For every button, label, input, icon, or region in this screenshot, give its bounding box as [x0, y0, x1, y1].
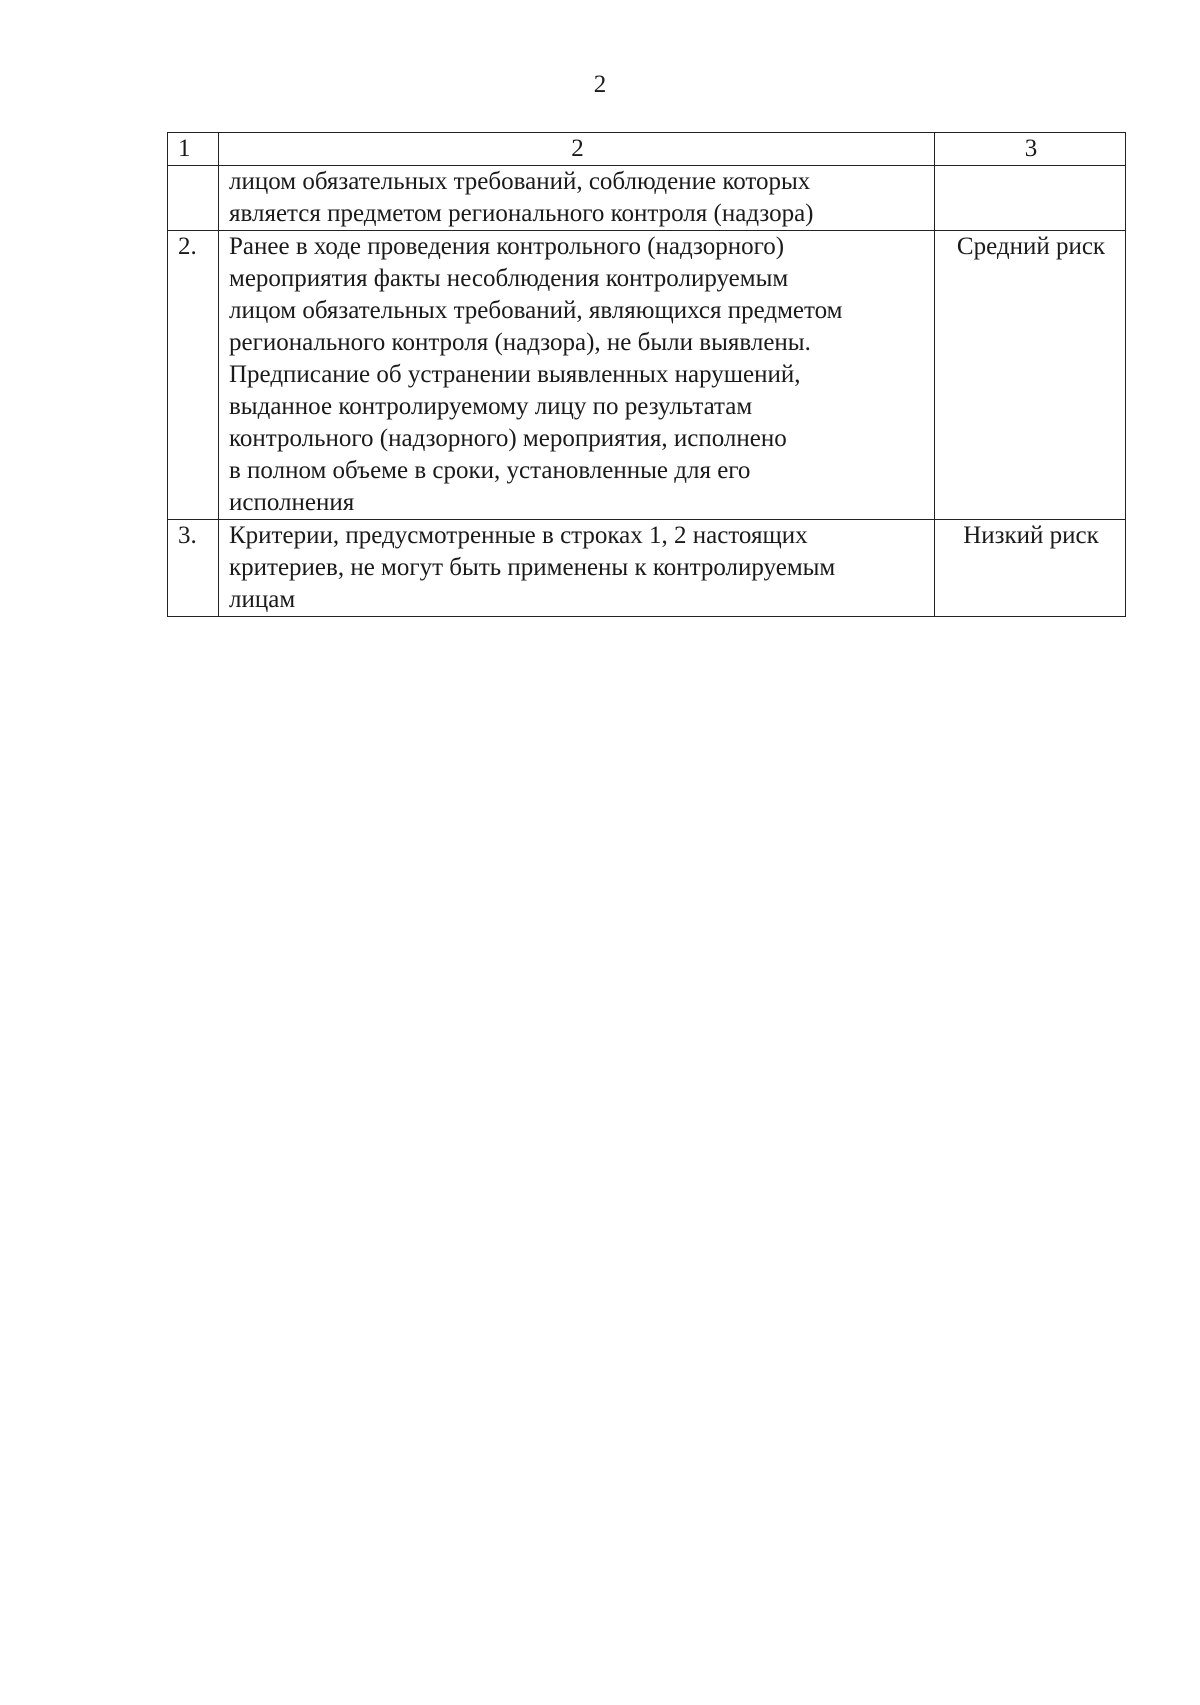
criterion-line: в полном объеме в сроки, установленные для его	[229, 457, 751, 484]
criterion-line: лицом обязательных требований, являющихся предметом	[229, 297, 843, 324]
risk-category: Низкий риск	[935, 520, 1126, 617]
column-header-2: 2	[219, 133, 935, 166]
row-number: 3.	[168, 520, 219, 617]
criterion-line: мероприятия факты несоблюдения контролируемым	[229, 265, 789, 292]
table-header-row	[168, 133, 1126, 166]
criteria-table	[167, 132, 1126, 617]
criterion-line: контрольного (надзорного) мероприятия, исполнено	[229, 425, 787, 452]
criterion-text	[219, 231, 935, 520]
row-number: 2.	[168, 231, 219, 520]
criterion-text	[219, 520, 935, 617]
table-row	[168, 520, 1126, 617]
criterion-line: лицом обязательных требований, соблюдение которых	[229, 168, 811, 195]
criterion-line: Критерии, предусмотренные в строках 1, 2 настоящих	[229, 522, 808, 549]
criterion-line: критериев, не могут быть применены к контролируемым	[229, 554, 836, 581]
criterion-text	[219, 166, 935, 231]
column-header-1: 1	[168, 133, 219, 166]
criterion-line: выданное контролируемому лицу по результатам	[229, 393, 753, 420]
criterion-line: Ранее в ходе проведения контрольного (надзорного)	[229, 233, 785, 260]
criterion-line: лицам	[229, 586, 296, 613]
table-row	[168, 231, 1126, 520]
page-number: 2	[593, 71, 607, 98]
criterion-line: регионального контроля (надзора), не были выявлены.	[229, 329, 811, 356]
criterion-line: исполнения	[229, 489, 355, 516]
criterion-line: является предметом регионального контроля (надзора)	[229, 200, 814, 227]
risk-category: Средний риск	[935, 231, 1126, 520]
risk-category	[935, 166, 1126, 231]
row-number	[168, 166, 219, 231]
table-row	[168, 166, 1126, 231]
criterion-line: Предписание об устранении выявленных нарушений,	[229, 361, 801, 388]
column-header-3: 3	[935, 133, 1126, 166]
